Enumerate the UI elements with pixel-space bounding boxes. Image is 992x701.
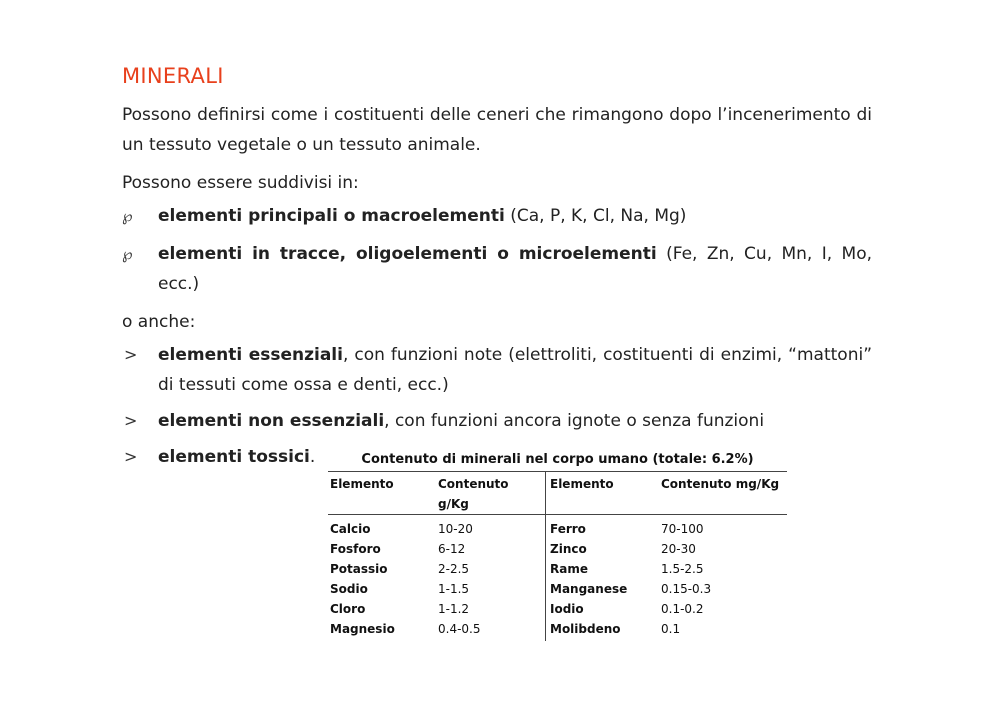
table-cell: 1-1.5: [438, 582, 470, 596]
bullet-bold: elementi tossici: [158, 447, 310, 467]
table-cell: Iodio: [550, 602, 584, 616]
table-cell: Ferro: [550, 522, 586, 536]
list-item: [122, 239, 872, 299]
table-cell: Calcio: [330, 522, 371, 536]
header-cell: Contenuto g/Kg: [438, 477, 509, 511]
table-cell: Sodio: [330, 582, 368, 596]
table-body: [328, 515, 787, 641]
header-cell: Elemento: [330, 477, 394, 491]
bullet-icon: >: [124, 411, 138, 430]
table-cell: 1.5-2.5: [661, 562, 704, 576]
table-cell: Potassio: [330, 562, 388, 576]
page-title: MINERALI: [122, 64, 224, 88]
subdivide-text: Possono essere suddivisi in:: [122, 173, 359, 193]
header-cell: Elemento: [550, 477, 614, 491]
table-row: [328, 519, 787, 539]
list-item: [122, 406, 872, 436]
table-cell: Fosforo: [330, 542, 381, 556]
table-row: [328, 579, 787, 599]
table-row: [328, 619, 787, 639]
list-item: [122, 201, 872, 231]
table-row: [328, 539, 787, 559]
bullet-text: , con funzioni ancora ignote o senza funzioni: [384, 411, 765, 431]
table-cell: Manganese: [550, 582, 628, 596]
table-cell: 10-20: [438, 522, 473, 536]
table-cell: 0.15-0.3: [661, 582, 712, 596]
table-cell: 20-30: [661, 542, 696, 556]
intro-paragraph: Possono definirsi come i costituenti delle ceneri che rimangono dopo l’incenerimento di un tessuto vegetale o un tessuto animale.: [122, 105, 872, 155]
table-caption: Contenuto di minerali nel corpo umano (totale: 6.2%): [328, 452, 787, 472]
table-header: [328, 472, 787, 515]
minerals-table: [328, 452, 787, 641]
table-cell: 0.4-0.5: [438, 622, 481, 636]
bullet-icon: ℘: [122, 245, 133, 263]
table-cell: 2-2.5: [438, 562, 470, 576]
bullet-bold: elementi principali o macroelementi: [158, 206, 505, 226]
table-cell: Cloro: [330, 602, 366, 616]
bullet-text: , con funzioni note (elettroliti, costituenti di enzimi, “mattoni” di tessuti come ossa e denti, ecc.): [158, 345, 872, 395]
table-cell: Magnesio: [330, 622, 395, 636]
bullet-bold: elementi essenziali: [158, 345, 343, 365]
bullet-icon: ℘: [122, 207, 133, 225]
table-cell: 1-1.2: [438, 602, 470, 616]
table-cell: Rame: [550, 562, 588, 576]
bullet-text: .: [309, 447, 316, 467]
table-cell: 70-100: [661, 522, 704, 536]
table-cell: 6-12: [438, 542, 466, 556]
table-row: [328, 559, 787, 579]
bullet-bold: elementi in tracce, oligoelementi o microelementi: [158, 244, 657, 264]
table-cell: 0.1: [661, 622, 681, 636]
bullet-icon: >: [124, 447, 138, 466]
bullet-bold: elementi non essenziali: [158, 411, 385, 431]
table-cell: Zinco: [550, 542, 587, 556]
bullet-text: (Fe, Zn, Cu, Mn, I, Mo, ecc.): [158, 244, 873, 294]
header-cell: Contenuto mg/Kg: [661, 477, 780, 491]
bullet-text: (Ca, P, K, Cl, Na, Mg): [504, 206, 687, 226]
table-cell: 0.1-0.2: [661, 602, 704, 616]
list-item: [122, 340, 872, 400]
or-also-text: o anche:: [122, 312, 196, 332]
table-row: [328, 599, 787, 619]
bullet-icon: >: [124, 345, 138, 364]
table-cell: Molibdeno: [550, 622, 621, 636]
list-item: [122, 442, 322, 472]
